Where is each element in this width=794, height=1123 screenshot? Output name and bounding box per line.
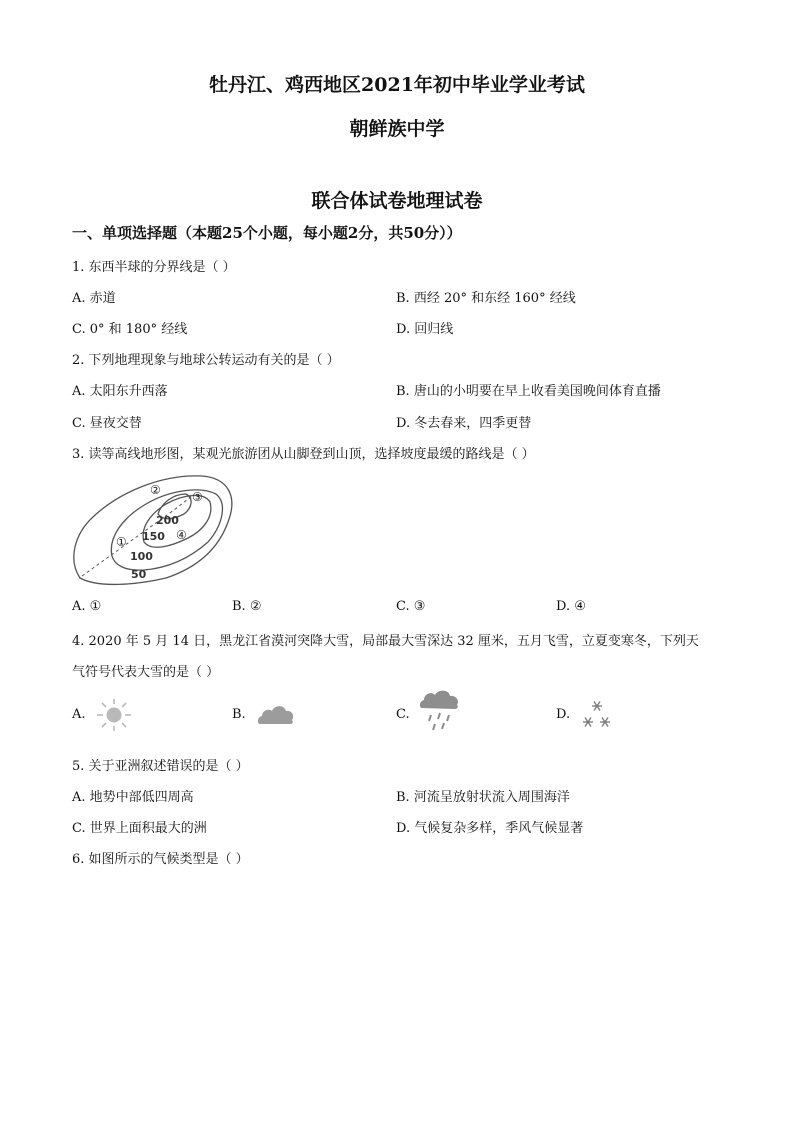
q3-option-d[interactable]: D. ④ [556, 599, 586, 614]
q4-option-b[interactable] [232, 707, 246, 722]
q2-option-b[interactable]: B. 唐山的小明要在早上收看美国晚间体育直播 [396, 384, 661, 399]
route-marker-2: ② [150, 483, 161, 497]
contour-label-150: 150 [142, 530, 165, 543]
q4-option-d-label: D. [556, 707, 571, 722]
q1-option-b[interactable]: B. 西经 20° 和东经 160° 经线 [396, 291, 576, 306]
question-2-stem: 2. 下列地理现象与地球公转运动有关的是（ ） [72, 353, 340, 368]
question-4-stem-line2: 气符号代表大雪的是（ ） [72, 665, 220, 680]
q4-option-d[interactable] [556, 707, 570, 722]
q4-option-a-label: A. [72, 707, 86, 722]
question-5-stem: 5. 关于亚洲叙述错误的是（ ） [72, 759, 249, 774]
route-marker-3: ③ [192, 490, 203, 504]
exam-title-line3: 联合体试卷地理试卷 [311, 190, 483, 212]
q1-option-d[interactable]: D. 回归线 [396, 322, 454, 337]
route-marker-1: ① [116, 535, 127, 549]
q2-option-c[interactable]: C. 昼夜交替 [72, 416, 142, 431]
q3-option-a[interactable]: A. ① [72, 599, 102, 614]
exam-title-line2: 朝鲜族中学 [349, 118, 445, 140]
question-3-stem: 3. 读等高线地形图，某观光旅游团从山脚登到山顶，选择坡度最缓的路线是（ ） [72, 447, 535, 462]
route-marker-4: ④ [176, 528, 187, 542]
contour-map-figure [70, 468, 245, 586]
question-6-stem: 6. 如图所示的气候类型是（ ） [72, 852, 249, 867]
cloud-icon [256, 702, 296, 728]
q2-option-a[interactable]: A. 太阳东升西落 [72, 384, 168, 399]
rain-cloud-icon [418, 688, 462, 732]
section-heading: 一、单项选择题（本题25个小题，每小题2分，共50分）） [72, 224, 462, 242]
q1-option-c[interactable]: C. 0° 和 180° 经线 [72, 322, 188, 337]
exam-title-line1: 牡丹江、鸡西地区2021年初中毕业学业考试 [209, 74, 585, 96]
q5-option-c[interactable]: C. 世界上面积最大的洲 [72, 821, 207, 836]
sun-icon [94, 698, 134, 732]
q4-option-b-label: B. [232, 707, 246, 722]
q5-option-a[interactable]: A. 地势中部低四周高 [72, 790, 194, 805]
question-4-stem-line1: 4. 2020 年 5 月 14 日，黑龙江省漠河突降大雪，局部最大雪深达 32 厘米，五月飞雪，立夏变寒冬，下列天 [72, 634, 699, 649]
q4-option-c-label: C. [396, 707, 410, 722]
q4-option-a[interactable] [72, 707, 86, 722]
q5-option-d[interactable]: D. 气候复杂多样，季风气候显著 [396, 821, 584, 836]
q3-option-c[interactable]: C. ③ [396, 599, 426, 614]
contour-label-200: 200 [156, 514, 179, 527]
q1-option-a[interactable]: A. 赤道 [72, 291, 116, 306]
q3-option-b[interactable]: B. ② [232, 599, 262, 614]
contour-label-50: 50 [131, 568, 147, 581]
q5-option-b[interactable]: B. 河流呈放射状流入周围海洋 [396, 790, 570, 805]
q4-option-c[interactable] [396, 707, 410, 722]
question-1-stem: 1. 东西半球的分界线是（ ） [72, 260, 236, 275]
contour-label-100: 100 [130, 550, 153, 563]
heavy-snow-icon [580, 698, 614, 732]
q2-option-d[interactable]: D. 冬去春来，四季更替 [396, 416, 532, 431]
